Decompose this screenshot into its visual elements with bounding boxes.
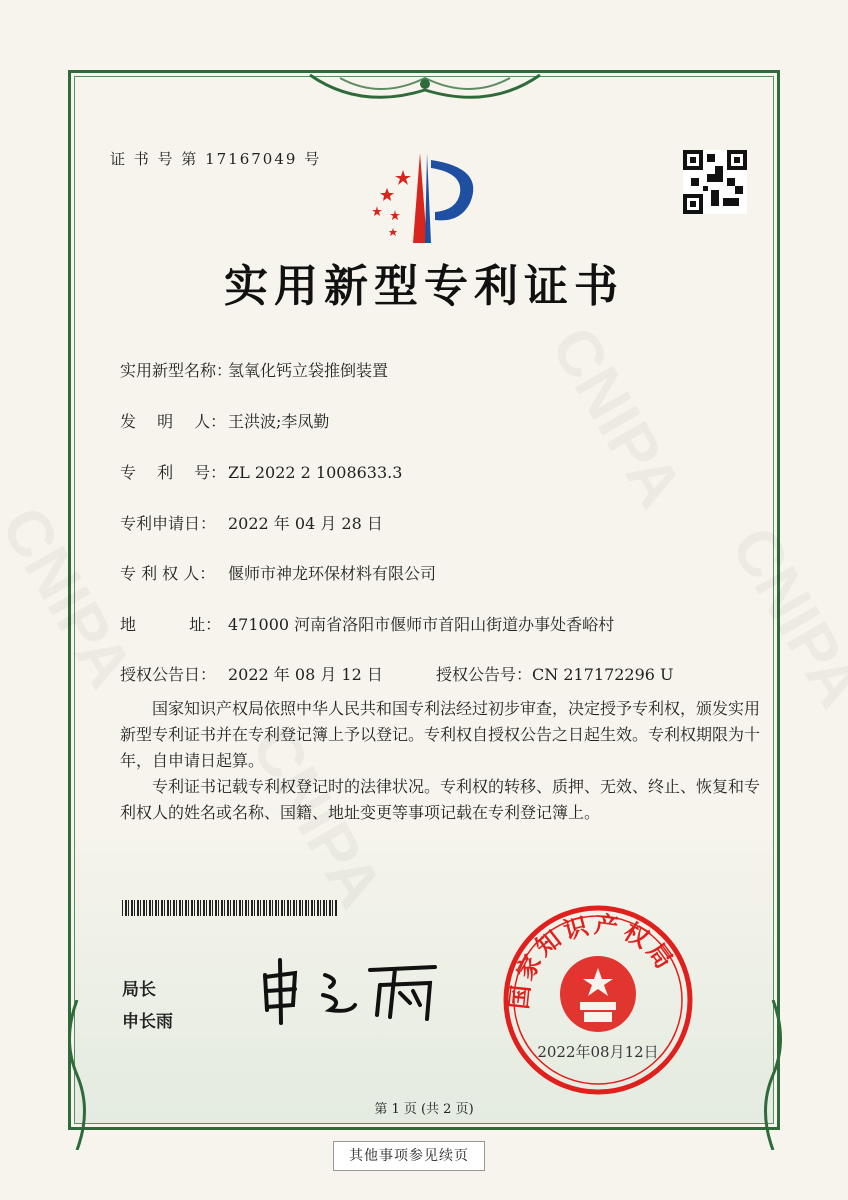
field-value: 471000 河南省洛阳市偃师市首阳山街道办事处香峪村 xyxy=(228,615,615,634)
field-address xyxy=(120,612,614,635)
field-announcement-number xyxy=(436,662,674,685)
official-seal xyxy=(500,902,696,1098)
corner-ornament-right xyxy=(758,1000,788,1150)
field-value: ZL 2022 2 1008633.3 xyxy=(228,463,403,482)
page-title: 实用新型专利证书 xyxy=(224,261,624,312)
continuation-note: 其他事项参见续页 xyxy=(333,1141,485,1171)
text-line: 利权人的姓名或名称、国籍、地址变更等事项记载在专利登记簿上。 xyxy=(120,803,601,822)
field-utility-model-name xyxy=(120,358,388,381)
field-patent-number xyxy=(120,460,402,483)
corner-ornament-left xyxy=(62,1000,92,1150)
field-value: 偃师市神龙环保材料有限公司 xyxy=(228,564,437,583)
grant-statement xyxy=(120,696,780,774)
field-value: 2022 年 08 月 12 日 xyxy=(228,665,383,684)
field-label: 授权公告日： xyxy=(120,665,217,684)
director-signature xyxy=(255,955,445,1025)
director-name: 申长雨 xyxy=(122,1012,173,1032)
seal-date: 2022年08月12日 xyxy=(537,1043,659,1061)
certificate-number: 证 书 号 第 17167049 号 xyxy=(110,150,322,168)
legal-status-statement xyxy=(120,774,780,826)
text-line: 新型专利证书并在专利登记簿上予以登记。专利权自授权公告之日起生效。专利权期限为十 xyxy=(120,725,761,744)
seal-text: 国家知识产权局 xyxy=(505,910,681,1011)
text-line: 国家知识产权局依照中华人民共和国专利法经过初步审查，决定授予专利权，颁发实用 xyxy=(120,699,761,718)
field-grant-date xyxy=(120,662,383,685)
field-label: 授权公告号： xyxy=(436,665,533,684)
text-line: 年，自申请日起算。 xyxy=(120,751,265,770)
field-value: CN 217172296 U xyxy=(532,665,674,684)
field-label: 地 址： xyxy=(120,615,222,634)
field-patentee xyxy=(120,561,436,584)
field-value: 王洪波;李凤勤 xyxy=(228,412,330,431)
field-inventors xyxy=(120,409,329,432)
field-label: 专利申请日： xyxy=(120,514,217,533)
field-label: 发 明 人： xyxy=(120,412,227,431)
field-label: 实用新型名称： xyxy=(120,361,233,380)
field-label: 专 利 号： xyxy=(120,463,227,482)
field-value: 2022 年 04 月 28 日 xyxy=(228,514,383,533)
field-application-date xyxy=(120,511,383,534)
text-line: 专利证书记载专利权登记时的法律状况。专利权的转移、质押、无效、终止、恢复和专 xyxy=(120,777,761,796)
top-ornament xyxy=(300,70,550,110)
barcode xyxy=(122,900,337,916)
field-value: 氢氧化钙立袋推倒装置 xyxy=(228,361,389,380)
cnipa-logo xyxy=(365,148,490,248)
field-label: 专 利 权 人： xyxy=(120,564,216,583)
director-title: 局长 xyxy=(122,980,156,1000)
page-indicator: 第 1 页 (共 2 页) xyxy=(374,1102,474,1117)
qr-code xyxy=(683,150,747,214)
